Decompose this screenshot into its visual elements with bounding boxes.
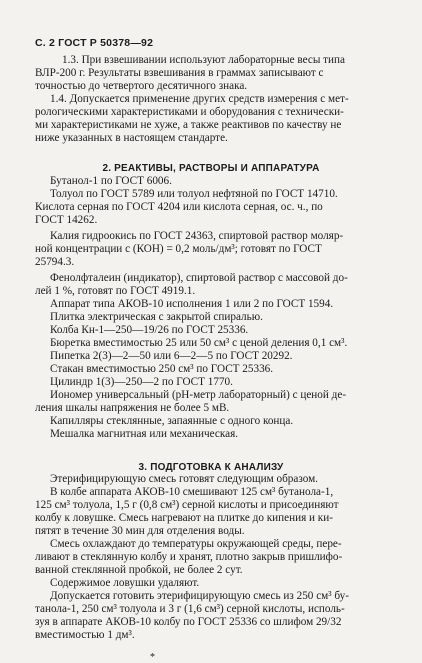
text-line: ГОСТ 14262. bbox=[35, 214, 98, 226]
text-line: ванной стеклянной пробкой, не более 2 сут. bbox=[35, 564, 243, 576]
text-line: вместимостью 1 дм³. bbox=[35, 629, 135, 641]
text-line: ниже указанных в настоящем стандарте. bbox=[35, 132, 228, 144]
text-line: Калия гидроокись по ГОСТ 24363, спиртовой раствор моляр- bbox=[50, 230, 344, 242]
text-line: Содержимое ловушки удаляют. bbox=[50, 577, 200, 589]
text-line: Кислота серная по ГОСТ 4204 или кислота серная, ос. ч., по bbox=[35, 201, 323, 213]
text-line: Бутанол-1 по ГОСТ 6006. bbox=[50, 175, 172, 187]
text-line: 1.4. Допускается применение других средств измерения с мет- bbox=[50, 93, 349, 105]
page-header: С. 2 ГОСТ Р 50378—92 bbox=[35, 37, 154, 49]
text-line: Пипетка 2(3)—2—50 или 6—2—5 по ГОСТ 20292. bbox=[50, 350, 293, 362]
section-3-heading: 3. ПОДГОТОВКА К АНАЛИЗУ bbox=[138, 462, 284, 473]
text-line: Стакан вместимостью 250 см³ по ГОСТ 25336. bbox=[50, 363, 274, 375]
text-line: Колба Кн-1—250—19/26 по ГОСТ 25336. bbox=[50, 324, 249, 336]
text-line: точностью до четвертого десятичного знака. bbox=[35, 80, 248, 92]
text-line: ми характеристиками не хуже, а также реактивов по качеству не bbox=[35, 119, 342, 131]
text-line: Допускается готовить этерифицирующую смесь из 250 см³ бу- bbox=[50, 590, 349, 602]
text-line: В колбе аппарата АКОВ-10 смешивают 125 см³ бутанола-1, bbox=[50, 486, 334, 498]
text-line: Плитка электрическая с закрытой спиралью. bbox=[50, 311, 263, 323]
text-line: 125 см³ толуола, 1,5 г (0,8 см³) серной кислоты и присоединяют bbox=[35, 499, 339, 511]
text-line: Толуол по ГОСТ 5789 или толуол нефтяной по ГОСТ 14710. bbox=[50, 188, 338, 200]
text-line: Смесь охлаждают до температуры окружающей среды, пере- bbox=[50, 538, 342, 550]
text-line: Этерифицирующую смесь готовят следующим образом. bbox=[50, 473, 318, 485]
text-line: Бюретка вместимостью 25 или 50 см³ с ценой деления 0,1 см³. bbox=[50, 337, 348, 349]
text-line: 25794.3. bbox=[35, 256, 75, 268]
text-line: Цилиндр 1(3)—250—2 по ГОСТ 1770. bbox=[50, 376, 233, 388]
footer-mark: * bbox=[150, 652, 155, 663]
text-line: 1.3. При взвешивании используют лабораторные весы типа bbox=[62, 54, 345, 66]
text-line: Мешалка магнитная или механическая. bbox=[50, 428, 239, 440]
text-line: лей 1 %, готовят по ГОСТ 4919.1. bbox=[35, 285, 196, 297]
text-line: ливают в стеклянную колбу и хранят, плотно закрыв пришлифо- bbox=[35, 551, 343, 563]
section-2-heading: 2. РЕАКТИВЫ, РАСТВОРЫ И АППАРАТУРА bbox=[102, 163, 320, 174]
text-line: рологическими характеристиками и оборудования с технически- bbox=[35, 106, 344, 118]
text-line: Капилляры стеклянные, запаянные с одного конца. bbox=[50, 415, 294, 427]
text-line: зуя в аппарате АКОВ-10 колбу по ГОСТ 25336 со шлифом 29/32 bbox=[35, 616, 342, 628]
text-line: танола-1, 250 см³ толуола и 3 г (1,6 см³) серной кислоты, исполь- bbox=[35, 603, 345, 615]
text-line: ВЛР-200 г. Результаты взвешивания в граммах записывают с bbox=[35, 67, 324, 79]
text-line: колбу к ловушке. Смесь нагревают на плитке до кипения и ки- bbox=[35, 512, 333, 524]
text-line: ления шкалы напряжения не более 5 мВ. bbox=[35, 402, 230, 414]
text-line: Иономер универсальный (рН-метр лабораторный) с ценой де- bbox=[50, 389, 347, 401]
text-line: ной концентрации с (КОН) = 0,2 моль/дм³; готовят по ГОСТ bbox=[35, 243, 322, 255]
text-line: пятят в течение 30 мин для отделения воды. bbox=[35, 525, 245, 537]
text-line: Фенолфталеин (индикатор), спиртовой раствор с массовой до- bbox=[50, 272, 348, 284]
text-line: Аппарат типа АКОВ-10 исполнения 1 или 2 по ГОСТ 1594. bbox=[50, 298, 334, 310]
